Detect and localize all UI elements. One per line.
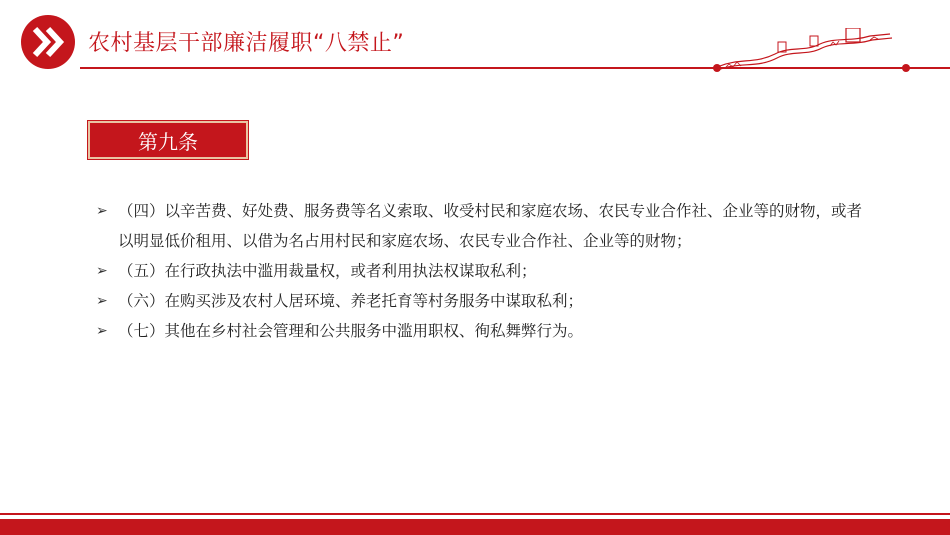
footer-divider xyxy=(0,513,950,515)
list-item-text: （六）在购买涉及农村人居环境、养老托育等村务服务中谋取私利； xyxy=(118,292,584,310)
double-chevron-icon xyxy=(21,15,75,69)
arrow-bullet-icon: ➢ xyxy=(96,263,108,279)
list-item xyxy=(96,256,876,286)
list-item-text: （七）其他在乡村社会管理和公共服务中滥用职权、徇私舞弊行为。 xyxy=(118,322,584,340)
article-list xyxy=(96,196,876,346)
arrow-bullet-icon: ➢ xyxy=(96,203,108,219)
divider-dot-right xyxy=(902,64,910,72)
page-title: 农村基层干部廉洁履职“八禁止” xyxy=(88,31,405,56)
footer-bar xyxy=(0,519,950,535)
header-divider xyxy=(80,67,950,69)
list-item xyxy=(96,286,876,316)
arrow-bullet-icon: ➢ xyxy=(96,323,108,339)
list-item xyxy=(96,316,876,346)
great-wall-icon xyxy=(720,28,900,70)
list-item xyxy=(96,196,876,256)
list-item-text: （四）以辛苦费、好处费、服务费等名义索取、收受村民和家庭农场、农民专业合作社、企业等的财物，或者以明显低价租用、以借为名占用村民和家庭农场、农民专业合作社、企业等的财物； xyxy=(118,202,863,250)
divider-dot-left xyxy=(713,64,721,72)
section-title: 第九条 xyxy=(138,129,198,154)
arrow-bullet-icon: ➢ xyxy=(96,293,108,309)
section-title-badge xyxy=(88,121,248,159)
list-item-text: （五）在行政执法中滥用裁量权，或者利用执法权谋取私利； xyxy=(118,262,537,280)
